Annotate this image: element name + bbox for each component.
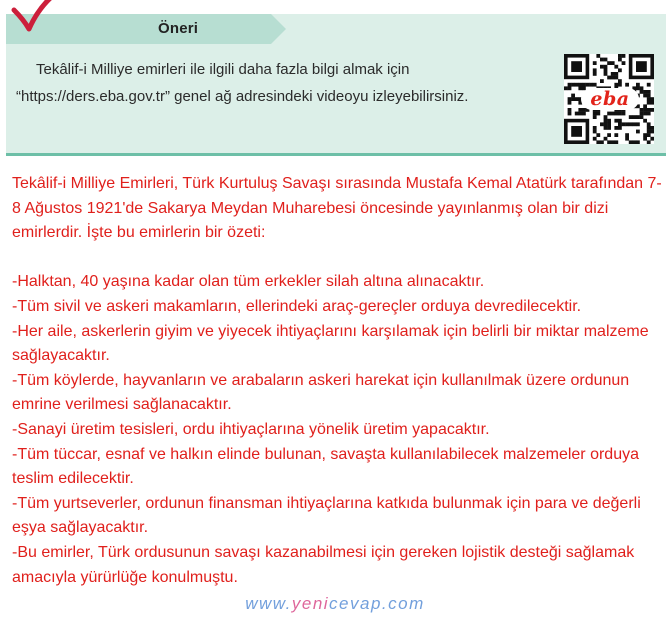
eba-logo: eba <box>581 88 639 110</box>
paragraph-spacer <box>12 246 662 271</box>
watermark-accent: yeni <box>291 594 330 613</box>
list-item: -Tüm yurtseverler, ordunun finansman ihtiyaçlarına katkıda bulunmak için para ve değerli eşya sağlayacaktır. <box>12 494 641 537</box>
qr-code[interactable] <box>564 54 654 144</box>
watermark-prefix: www. <box>245 594 292 613</box>
list-item: -Tüm tüccar, esnaf ve halkın elinde bulunan, savaşta kullanılabilecek malzemeler orduya teslim edilecektir. <box>12 445 639 488</box>
watermark-suffix: cevap.com <box>329 594 425 613</box>
list-item: -Halktan, 40 yaşına kadar olan tüm erkekler silah altına alınacaktır. <box>12 273 485 291</box>
suggestion-text: Tekâlif-i Milliye emirleri ile ilgili daha fazla bilgi almak için “https://ders.eba.gov.tr” genel ağ adresindeki videoyu izleyebilirsiniz. <box>16 61 469 105</box>
intro-paragraph: Tekâlif-i Milliye Emirleri, Türk Kurtuluş Savaşı sırasında Mustafa Kemal Atatürk tarafından 7-8 Ağustos 1921'de Sakarya Meydan Muharebesi öncesinde yayınlanmış olan bir dizi emirlerdir. İşte bu emirlerin bir özeti: <box>12 175 662 242</box>
list-item: -Bu emirler, Türk ordusunun savaşı kazanabilmesi için gereken lojistik desteği sağlamak amacıyla yürürlüğe konulmuştu. <box>12 543 635 586</box>
main-text <box>12 172 662 590</box>
list-item: -Tüm sivil ve askeri makamların, ellerindeki araç-gereçler orduya devredilecektir. <box>12 297 582 315</box>
watermark <box>0 594 670 614</box>
suggestion-box <box>6 14 666 156</box>
list-item: -Sanayi üretim tesisleri, ordu ihtiyaçlarına yönelik üretim yapacaktır. <box>12 420 490 438</box>
list-item: -Tüm köylerde, hayvanların ve arabaların askeri harekat için kullanılmak üzere ordunun emrine verilmesi sağlanacaktır. <box>12 371 630 414</box>
check-icon <box>8 0 64 32</box>
suggestion-title: Öneri <box>158 20 199 37</box>
list-item: -Her aile, askerlerin giyim ve yiyecek ihtiyaçlarını karşılamak için belirli bir miktar malzeme sağlayacaktır. <box>12 322 649 365</box>
